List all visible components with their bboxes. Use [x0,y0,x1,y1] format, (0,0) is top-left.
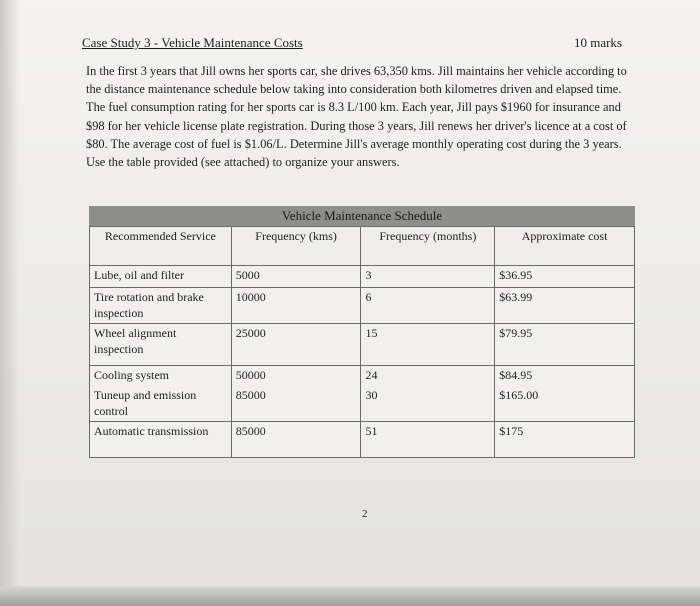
table-row [90,266,635,288]
cost-cell: $79.95 [495,324,635,366]
maintenance-table [89,226,635,458]
kms-cell: 10000 [231,288,361,324]
service-cell: Tuneup and emission control [90,386,232,422]
months-cell: 3 [361,266,495,288]
table-caption: Vehicle Maintenance Schedule [281,208,443,223]
service-cell: Cooling system [90,366,232,386]
months-cell: 24 [361,366,495,386]
table-row [90,288,635,324]
kms-cell: 25000 [231,324,361,366]
case-study-title: Case Study 3 - Vehicle Maintenance Costs [82,35,303,50]
table-caption-bar [89,206,635,226]
cost-cell: $165.00 [495,386,635,422]
kms-cell: 50000 [231,366,361,386]
header-approximate-cost: Approximate cost [495,227,635,266]
cost-cell: $63.99 [495,288,635,324]
months-cell: 30 [361,386,495,422]
table-row [90,324,635,366]
header-frequency-months: Frequency (months) [361,227,495,266]
service-cell: Tire rotation and brake inspection [90,288,232,324]
cost-cell: $36.95 [495,266,635,288]
cost-cell: $175 [495,422,635,458]
kms-cell: 5000 [231,266,361,288]
table-header-row [90,227,635,266]
months-cell: 6 [361,288,495,324]
table-row [90,366,635,386]
page-shadow [0,0,20,606]
page-number: 2 [362,508,368,520]
service-cell: Wheel alignment inspection [90,324,232,366]
service-cell: Automatic transmission [90,422,232,458]
kms-cell: 85000 [231,422,361,458]
page-bottom-edge [0,586,700,606]
header-service: Recommended Service [90,227,232,266]
maintenance-schedule [89,206,635,458]
case-study-header [82,35,622,53]
table-row [90,422,635,458]
header-frequency-kms: Frequency (kms) [231,227,361,266]
cost-cell: $84.95 [495,366,635,386]
service-cell: Lube, oil and filter [90,266,232,288]
table-row [90,386,635,422]
months-cell: 51 [361,422,495,458]
kms-cell: 85000 [231,386,361,422]
months-cell: 15 [361,324,495,366]
problem-statement: In the first 3 years that Jill owns her sports car, she drives 63,350 kms. Jill maintains her vehicle according to the distance maintenance schedule below taking into consideration both kilometres driven and elapsed time. The fuel consumption rating for her sports car is 8.3 L/100 km. Each year, Jill pays $1960 for insurance and $98 for her vehicle license plate registration. During those 3 years, Jill renews her driver's licence at a cost of $80. The average cost of fuel is $1.06/L. Determine Jill's average monthly operating cost during the 3 years. Use the table provided (see attached) to organize your answers. [86,64,627,170]
marks-label: 10 marks [573,35,622,50]
